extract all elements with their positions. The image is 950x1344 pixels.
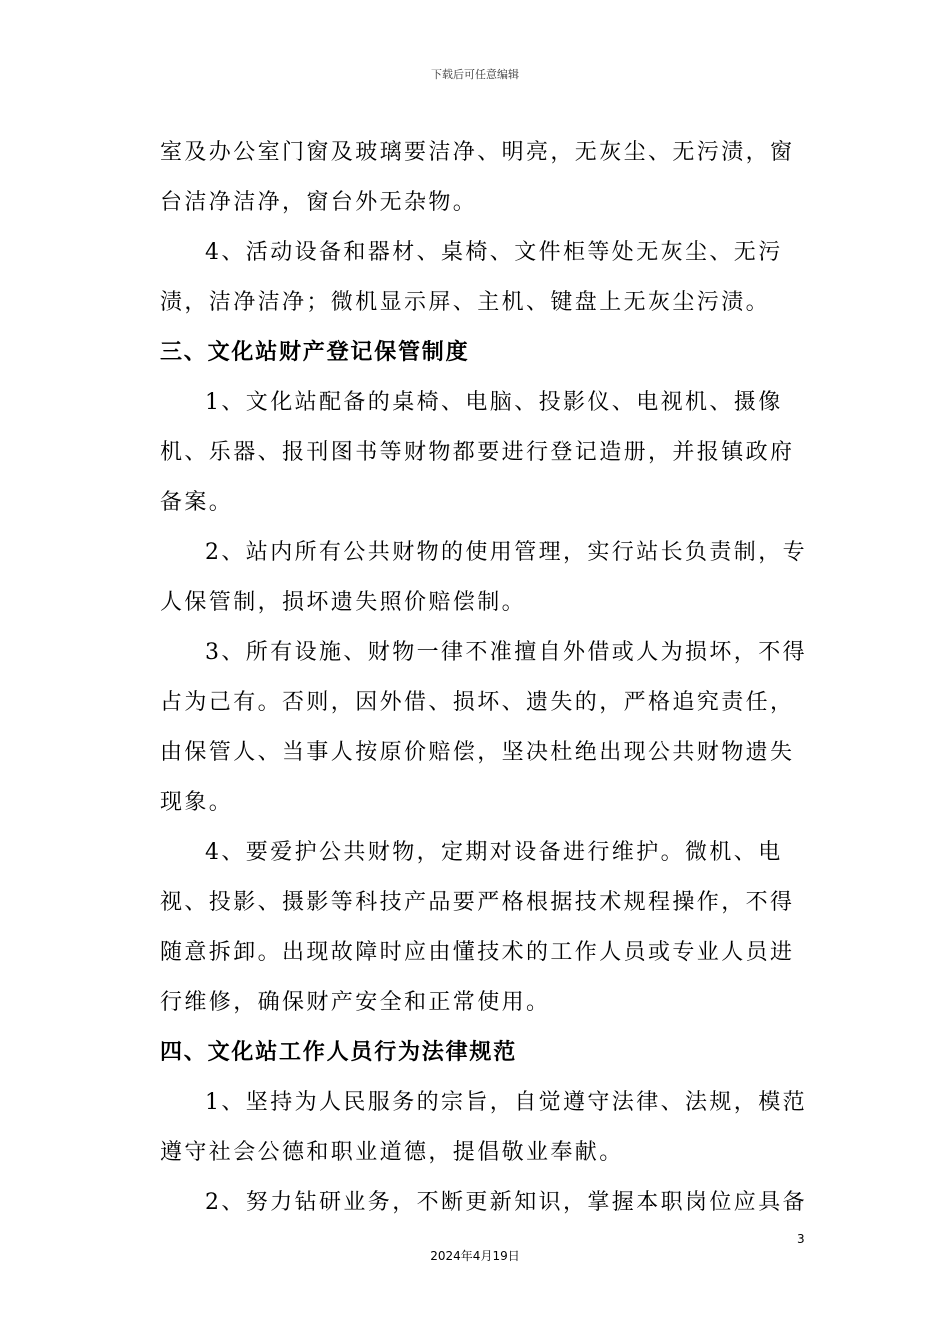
body-line: 人保管制，损坏遗失照价赔偿制。	[160, 590, 527, 615]
body-line: 随意拆卸。出现故障时应由懂技术的工作人员或专业人员进	[160, 940, 795, 965]
list-item-line: 4、要爱护公共财物，定期对设备进行维护。微机、电	[205, 840, 783, 865]
section-heading: 三、文化站财产登记保管制度	[160, 340, 470, 365]
body-line: 室及办公室门窗及玻璃要洁净、明亮，无灰尘、无污渍，窗	[160, 140, 795, 165]
document-body	[160, 128, 807, 1228]
list-item-line: 1、文化站配备的桌椅、电脑、投影仪、电视机、摄像	[205, 390, 783, 415]
section-heading: 四、文化站工作人员行为法律规范	[160, 1040, 518, 1065]
body-line: 渍，洁净洁净；微机显示屏、主机、键盘上无灰尘污渍。	[160, 290, 771, 315]
page-number: 3	[797, 1232, 805, 1246]
body-line: 占为己有。否则，因外借、损坏、遗失的，严格追究责任，	[160, 690, 795, 715]
body-line: 备案。	[160, 490, 234, 515]
list-item-line: 1、坚持为人民服务的宗旨，自觉遵守法律、法规，模范	[205, 1090, 807, 1115]
footer-date: 2024年4月19日	[430, 1249, 520, 1263]
list-item-line: 2、站内所有公共财物的使用管理，实行站长负责制，专	[205, 540, 807, 565]
body-line: 视、投影、摄影等科技产品要严格根据技术规程操作，不得	[160, 890, 795, 915]
body-line: 遵守社会公德和职业道德，提倡敬业奉献。	[160, 1140, 624, 1165]
body-line: 由保管人、当事人按原价赔偿，坚决杜绝出现公共财物遗失	[160, 740, 795, 765]
list-item-line: 2、努力钻研业务，不断更新知识，掌握本职岗位应具备	[205, 1190, 807, 1215]
body-line: 现象。	[160, 790, 234, 815]
body-line: 台洁净洁净，窗台外无杂物。	[160, 190, 478, 215]
page-header: 下载后可任意编辑	[431, 68, 519, 81]
body-line: 行维修，确保财产安全和正常使用。	[160, 990, 551, 1015]
body-line: 机、乐器、报刊图书等财物都要进行登记造册，并报镇政府	[160, 440, 795, 465]
list-item-line: 3、所有设施、财物一律不准擅自外借或人为损坏，不得	[205, 640, 807, 665]
list-item-line: 4、活动设备和器材、桌椅、文件柜等处无灰尘、无污	[205, 240, 783, 265]
